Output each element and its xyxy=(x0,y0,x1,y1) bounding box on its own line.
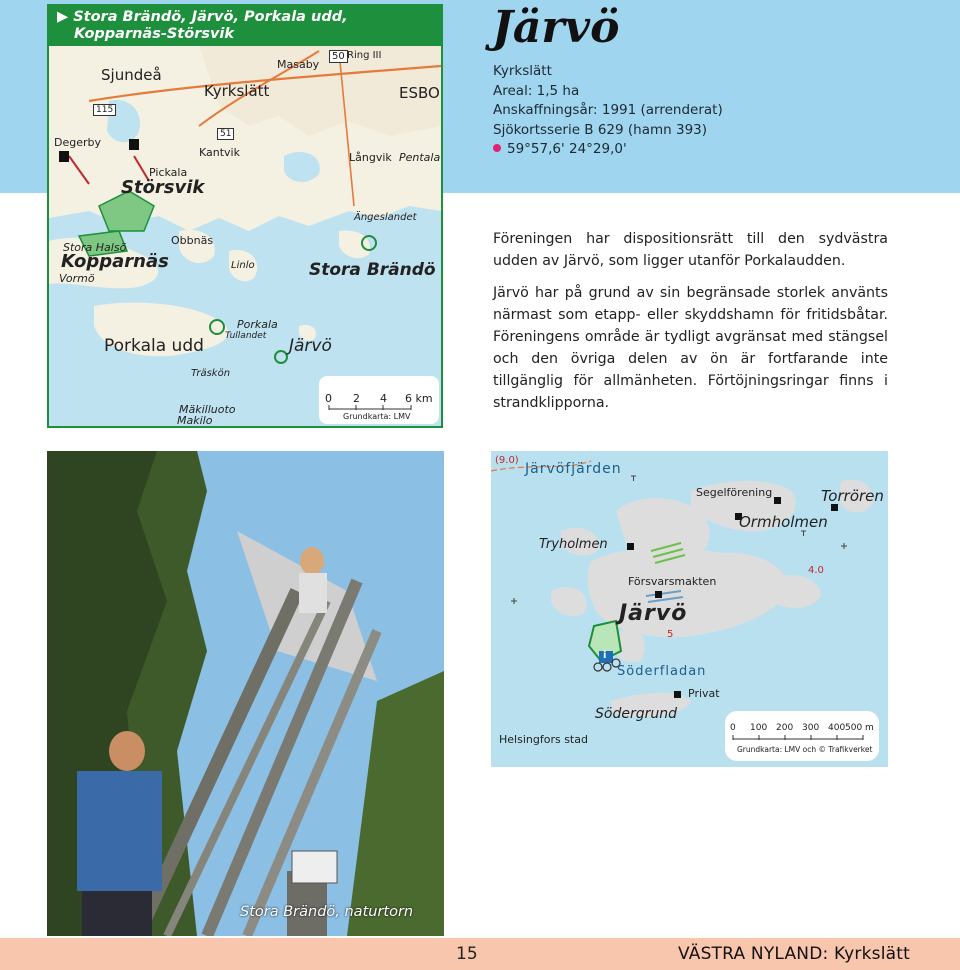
island-map-credit: Grundkarta: LMV och © Trafikverket xyxy=(737,745,873,754)
scale-tick-300m: 300 xyxy=(802,723,820,733)
map-heading-line1: ▶ Stora Brändö, Järvö, Porkala udd, xyxy=(57,9,348,25)
fact-area: Areal: 1,5 ha xyxy=(493,82,580,99)
label-sjundea: Sjundeå xyxy=(101,66,162,84)
label-pickala: Pickala xyxy=(149,166,188,179)
paragraph-1: Föreningen har dispositionsrätt till den sydvästra udden av Järvö, som ligger utanför Porkalaudden. xyxy=(493,231,888,269)
label-degerby: Degerby xyxy=(54,136,102,149)
label-depth-5: 5 xyxy=(667,629,674,640)
scale-tick-500m: 500 m xyxy=(845,723,874,733)
fact-chart-series: Sjökortsserie B 629 (hamn 393) xyxy=(493,121,708,138)
scale-tick-4: 4 xyxy=(380,392,387,405)
map-credit: Grundkarta: LMV xyxy=(343,412,411,421)
overview-map-heading xyxy=(49,6,441,46)
tower-photo xyxy=(47,451,444,936)
label-torroren: Torrören xyxy=(821,487,884,505)
label-ormholmen: Ormholmen xyxy=(739,513,828,531)
label-traskon: Träskön xyxy=(191,368,231,379)
label-depth-note: (9.0) xyxy=(495,455,519,466)
overview-map xyxy=(47,4,443,428)
facts-block xyxy=(493,62,723,160)
label-obbnas: Obbnäs xyxy=(171,234,214,247)
scale-tick-0m: 0 xyxy=(730,723,736,733)
tower-photo-graphic xyxy=(47,451,444,936)
coordinate-dot-icon xyxy=(493,144,501,152)
label-helsingfors: Helsingfors stad xyxy=(499,733,588,746)
label-kantvik: Kantvik xyxy=(199,146,240,159)
label-pentala: Pentala xyxy=(399,151,441,164)
label-forsvarsmakten: Försvarsmakten xyxy=(628,575,717,588)
label-jarvo-island: Järvö xyxy=(619,601,688,626)
label-tullandet: Tullandet xyxy=(225,331,267,341)
label-linlo: Linlo xyxy=(231,260,255,271)
label-stora-halso: Stora Halsö xyxy=(63,241,127,254)
label-langvik: Långvik xyxy=(349,151,392,164)
photo-caption: Stora Brändö, naturtorn xyxy=(240,904,414,920)
scale-tick-400m: 400 xyxy=(828,723,846,733)
label-masaby: Masaby xyxy=(277,58,320,71)
label-porkala-udd: Porkala udd xyxy=(104,336,204,356)
label-sodergrund: Södergrund xyxy=(595,706,677,722)
section-title: VÄSTRA NYLAND: Kyrkslätt xyxy=(678,944,910,964)
scale-tick-2: 2 xyxy=(353,392,360,405)
map-heading-line2: Kopparnäs-Störsvik xyxy=(74,26,235,42)
label-stora-brando: Stora Brändö xyxy=(309,260,436,280)
label-segelforening: Segelförening xyxy=(696,486,773,499)
label-porkala: Porkala xyxy=(237,318,278,331)
label-soderfladan: Söderfladan xyxy=(617,664,707,679)
paragraph-2: Järvö har på grund av sin begränsade storlek använts närmast som etapp- eller skyddshamn för fritidsbåtar. Föreningens område är tydligt avgränsat med stängsel och den övriga delen av ön är fortfarande inte tillgänglig för allmänheten. Förtöjningsringar finns i strandklipporna. xyxy=(493,285,888,411)
label-tryholmen: Tryholmen xyxy=(539,537,608,552)
page-number: 15 xyxy=(456,944,478,964)
road-50: 50 xyxy=(329,50,348,63)
label-kyrkslatt: Kyrkslätt xyxy=(204,82,270,100)
scale-tick-0: 0 xyxy=(325,392,332,405)
scale-tick-100m: 100 xyxy=(750,723,768,733)
label-jarvofjarden: Järvöfjärden xyxy=(525,461,622,477)
scale-tick-6: 6 km xyxy=(405,392,433,405)
label-privat: Privat xyxy=(688,687,720,700)
label-esbo: ESBO xyxy=(399,84,440,102)
label-jarvo: Järvö xyxy=(289,336,332,356)
scale-tick-200m: 200 xyxy=(776,723,794,733)
label-makilo-1: Mäkilluoto xyxy=(179,403,236,416)
label-angeslandet: Ängeslandet xyxy=(354,212,417,223)
road-115: 115 xyxy=(93,104,116,116)
road-51: 51 xyxy=(217,128,234,140)
info-icon: i xyxy=(603,650,607,661)
page-title: Järvö xyxy=(492,2,620,53)
label-vormo: Vormö xyxy=(59,272,95,285)
fact-municipality: Kyrkslätt xyxy=(493,63,552,79)
label-storsvik: Störsvik xyxy=(121,177,205,198)
label-makilo-2: Makilo xyxy=(177,414,213,427)
label-kopparnas: Kopparnäs xyxy=(61,251,169,272)
label-ring: Ring III xyxy=(347,50,382,61)
fact-coordinates: 59°57,6' 24°29,0' xyxy=(493,140,723,160)
island-map xyxy=(491,451,888,767)
fact-acquired: Anskaffningsår: 1991 (arrenderat) xyxy=(493,102,723,118)
label-depth-4: 4.0 xyxy=(808,565,824,576)
